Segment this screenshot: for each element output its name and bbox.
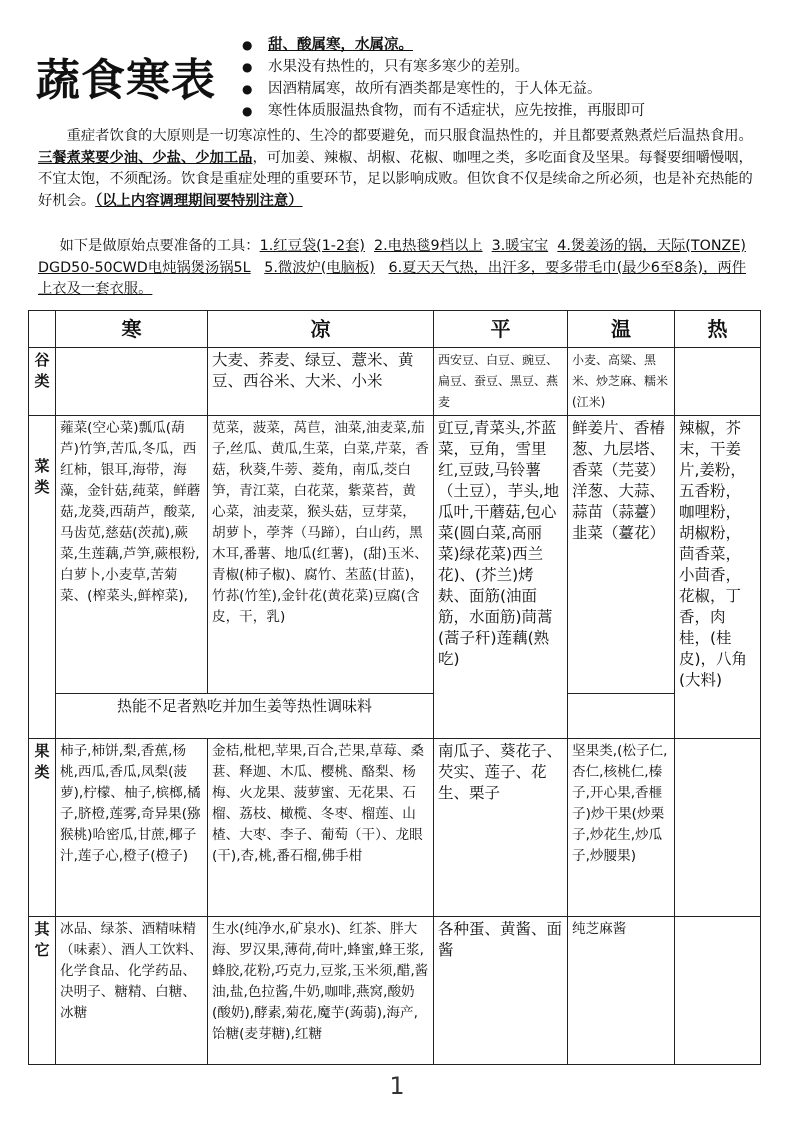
table-row xyxy=(29,917,761,1065)
cell-veg-warm: 鲜姜片、香椿葱、九层塔、香菜（芫荽）洋葱、大蒜、蒜苗（蒜薹）韭菜（薹花） xyxy=(568,416,675,694)
cell-veg-cold: 蕹菜(空心菜)瓢瓜(葫芦)竹笋,苦瓜,冬瓜，西红柿，银耳,海带，海藻，金针菇,莼菜，鲜蘑菇,龙葵,西葫芦，酸菜,马齿苋,慈菇(茨菰),蕨菜,生莲藕,芦笋,蕨根粉,白萝卜,小麦草,苦菊菜、(榨菜头,鲜榨菜), xyxy=(56,416,208,694)
cell-veg-hot: 辣椒，芥末，干姜片,姜粉，五香粉，咖哩粉，胡椒粉，茴香菜，小茴香，花椒，丁香，肉桂，(桂皮)，八角(大料) xyxy=(675,416,761,739)
cell-grain-cold xyxy=(56,348,208,416)
header-cold: 寒 xyxy=(56,311,208,348)
tool-item: 3.暖宝宝 xyxy=(491,238,549,254)
cell-fruit-cool: 金桔,枇杷,苹果,百合,芒果,草莓、桑葚、释迦、木瓜、樱桃、酪梨、杨梅、火龙果、菠萝蜜、无花果、石榴、荔枝、橄榄、冬枣、榴莲、山楂、大枣、李子、葡萄（干）、龙眼(干),杏,桃,番石榴,佛手柑 xyxy=(208,739,434,917)
intro-emphasis: 三餐煮菜要少油、少盐、少加工品 xyxy=(38,149,253,166)
cell-fruit-cold: 柿子,柿饼,梨,香蕉,杨桃,西瓜,香瓜,凤梨(菠萝),柠檬、柚子,槟榔,橘子,脐橙,莲雾,奇异果(猕猴桃)哈密瓜,甘蔗,椰子汁,莲子心,橙子(橙子) xyxy=(56,739,208,917)
intro-text: ，可加姜、辣椒、胡椒、花椒、咖哩之类，多吃面食及坚果。每餐要细嚼慢咽，不宜太饱，不须配汤。饮食是重症处理的重要环节，足以影响成败。但饮食不仅是续命之所必须，也是补充热能的好机会。 xyxy=(38,149,753,209)
tools-lead: 如下是做原始点要准备的工具： xyxy=(59,238,260,254)
cell-other-warm: 纯芝麻酱 xyxy=(568,917,675,1065)
cell-other-cold: 冰品、绿茶、酒精味精（味素）、酒人工饮料、化学食品、化学药品、决明子、糖精、白糖、冰糖 xyxy=(56,917,208,1065)
table-row xyxy=(29,739,761,917)
cell-veg-warm-empty xyxy=(568,694,675,739)
header-cool: 凉 xyxy=(208,311,434,348)
cell-other-hot xyxy=(675,917,761,1065)
cell-grain-warm: 小麦、高粱、黑米、炒芝麻、糯米(江米) xyxy=(568,348,675,416)
cell-fruit-warm: 坚果类,(松子仁,杏仁,核桃仁,榛子,开心果,香榧子)炒干果(炒栗子,炒花生,炒瓜子,炒腰果) xyxy=(568,739,675,917)
table-header-row xyxy=(29,311,761,348)
veg-note: 热能不足者熟吃并加生姜等热性调味料 xyxy=(56,694,434,739)
table-row xyxy=(29,416,761,694)
bullet-item xyxy=(242,78,645,100)
cell-other-neutral: 各种蛋、黄酱、面酱 xyxy=(434,917,568,1065)
cell-grain-hot xyxy=(675,348,761,416)
header-hot: 热 xyxy=(675,311,761,348)
cell-veg-neutral: 豇豆,青菜头,芥蓝菜，豆角，雪里红,豆豉,马铃薯（土豆），芋头,地瓜叶,干蘑菇,包心菜(圆白菜,高丽菜)绿花菜)西兰花)、(芥兰)烤麸、面筋(油面筋，水面筋)茼蒿(蒿子秆)莲藕(熟吃) xyxy=(434,416,568,739)
tool-item: 1.红豆袋(1-2套) xyxy=(259,238,365,254)
tool-item: 4.煲姜汤的锅，天际(TONZE) DGD50-50CWD电炖锅煲汤锅5L xyxy=(38,238,746,276)
cell-fruit-neutral: 南瓜子、葵花子、芡实、莲子、花生、栗子 xyxy=(434,739,568,917)
bullet-item xyxy=(242,34,645,56)
table-row xyxy=(29,348,761,416)
food-nature-table xyxy=(28,310,761,1065)
intro-paragraph xyxy=(38,126,760,212)
tool-item: 2.电热毯9档以上 xyxy=(374,238,483,254)
tool-item: 5.微波炉(电脑板) xyxy=(264,259,375,276)
table-note-row xyxy=(29,694,761,739)
page-number: 1 xyxy=(389,1072,405,1100)
row-label-other: 其它 xyxy=(29,917,56,1065)
tool-item: 6.夏天天气热，出汗多，要多带毛巾(最少6至8条)，两件上衣及一套衣服。 xyxy=(38,259,747,297)
header-corner xyxy=(29,311,56,348)
intro-note: （以上内容调理期间要特别注意） xyxy=(95,192,303,209)
cell-grain-neutral: 西安豆、白豆、豌豆、扁豆、蚕豆、黑豆、燕麦 xyxy=(434,348,568,416)
cell-other-cool: 生水(纯净水,矿泉水)、红茶、胖大海、罗汉果,薄荷,荷叶,蜂蜜,蜂王浆,蜂胶,花粉,巧克力,豆浆,玉米须,醋,酱油,盐,色拉酱,牛奶,咖啡,燕窝,酸奶(酸奶),酵素,菊花,魔芋(蒟蒻),海产,饴糖(麦芽糖),红糖 xyxy=(208,917,434,1065)
bullet-text: 水果没有热性的，只有寒多寒少的差别。 xyxy=(268,59,529,75)
bullet-text: 因酒精属寒，故所有酒类都是寒性的，于人体无益。 xyxy=(268,81,602,97)
bullet-text: 寒性体质服温热食物，而有不适症状，应先按推，再服即可 xyxy=(268,103,645,119)
bullet-list xyxy=(242,34,645,122)
row-label-fruit: 果类 xyxy=(29,739,56,917)
header-neutral: 平 xyxy=(434,311,568,348)
intro-text: 重症者饮食的大原则是一切寒凉性的、生冷的都要避免，而只服食温热性的，并且都要煮熟煮烂后温热食用。 xyxy=(66,128,753,144)
page-title: 蔬食寒表 xyxy=(36,55,216,106)
cell-grain-cool: 大麦、荞麦、绿豆、薏米、黄豆、西谷米、大米、小米 xyxy=(208,348,434,416)
row-label-veg: 菜类 xyxy=(29,416,56,739)
bullet-item xyxy=(242,56,645,78)
cell-fruit-hot xyxy=(675,739,761,917)
row-label-grain: 谷类 xyxy=(29,348,56,416)
bullet-item xyxy=(242,100,645,122)
bullet-text: 甜、酸属寒，水属凉。 xyxy=(268,37,413,53)
tools-paragraph xyxy=(38,236,760,301)
cell-veg-cool: 苋菜，菠菜，莴苣，油菜,油麦菜,茄子,丝瓜、黄瓜,生菜，白菜,芹菜，香菇，秋葵,牛蒡、菱角，南瓜,茭白笋，青江菜，白花菜，紫菜苔，黄心菜，油麦菜，猴头菇，豆芽菜，胡萝卜，荸荠（马蹄），白山药，黑木耳,番薯、地瓜(红薯)，(甜)玉米、青椒(柿子椒)、腐竹、苤蓝(甘蓝)，竹荪(竹笙),金针花(黄花菜)豆腐(含皮，干，乳) xyxy=(208,416,434,694)
header-warm: 温 xyxy=(568,311,675,348)
